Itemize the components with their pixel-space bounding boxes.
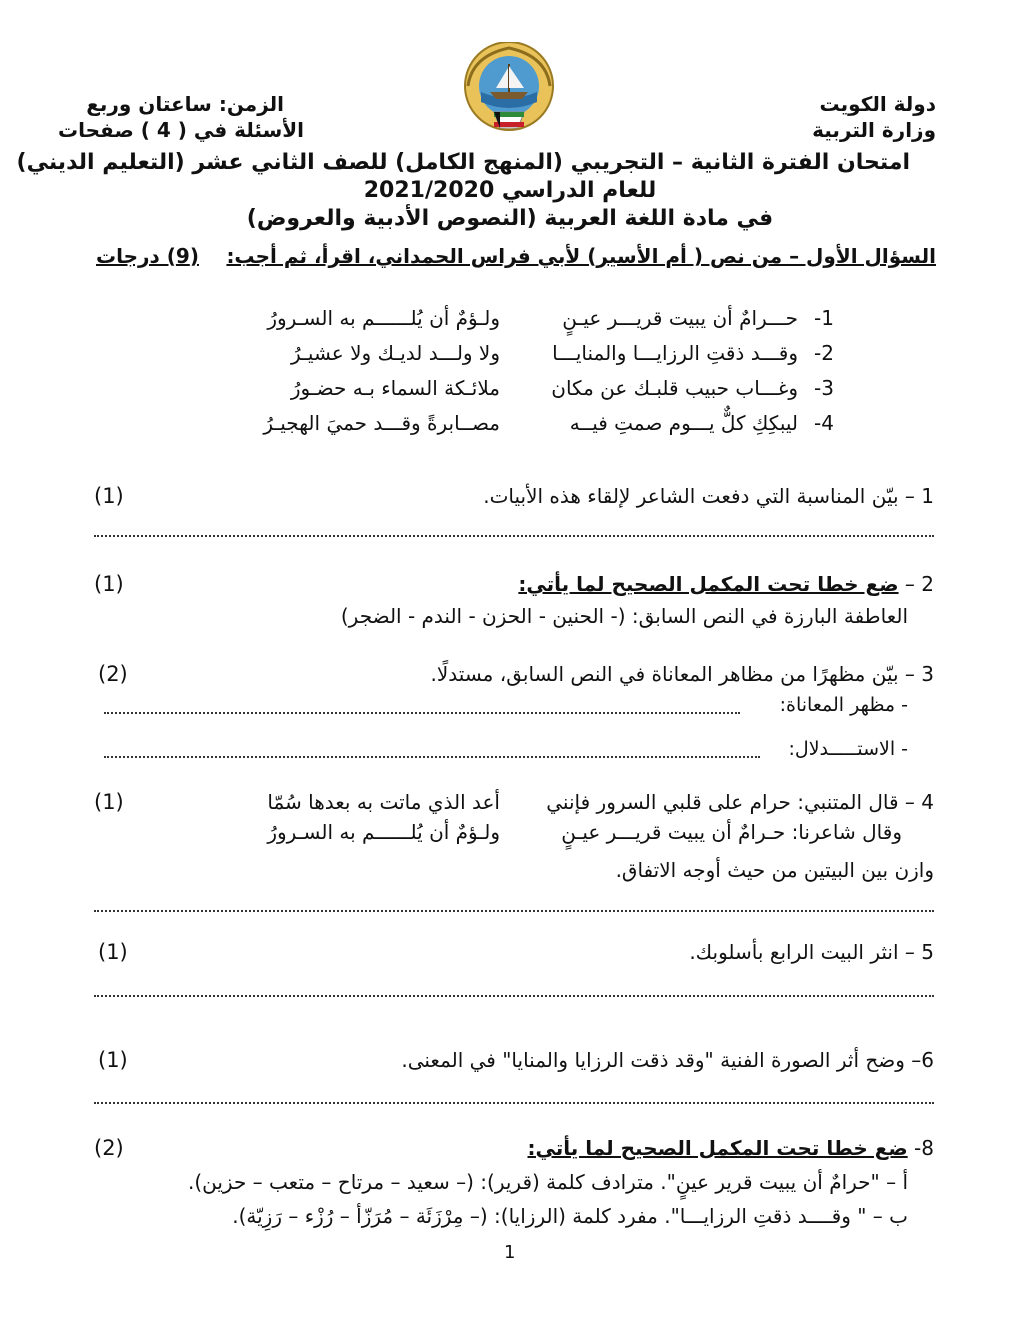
question-8-number: 8- — [914, 1136, 934, 1160]
question-5-text: 5 – انثر البيت الرابع بأسلوبك. — [689, 940, 934, 964]
academic-year: للعام الدراسي 2021/2020 — [363, 178, 657, 203]
verse-first-hemistich: حـــرامٌ أن يبيت قريـــر عيـنٍ — [562, 306, 798, 330]
question-2 — [518, 572, 934, 596]
question-4-line1-b: أعد الذي ماتت به بعدها سُمّا — [267, 790, 500, 814]
answer-line[interactable] — [94, 910, 934, 912]
verse-number: 2- — [814, 341, 834, 365]
question-6-text: 6– وضح أثر الصورة الفنية "وقد ذقت الرزايا والمنايا" في المعنى. — [401, 1048, 934, 1072]
answer-line[interactable] — [94, 995, 934, 997]
country-name: دولة الكويت — [819, 92, 936, 116]
question-8-instruction: ضع خطا تحت المكمل الصحيح لما يأتي: — [527, 1136, 908, 1160]
question-4-line1-a: 4 – قال المتنبي: حرام على قلبي السرور فإنني — [546, 790, 934, 814]
verse-second-hemistich: مصــابرةً وقـــد حميَ الهجيـرُ — [263, 411, 500, 435]
page-number: 1 — [504, 1242, 516, 1263]
subject-line: في مادة اللغة العربية (النصوص الأدبية والعروض) — [246, 206, 774, 231]
question-3-aspect-label: - مظهر المعاناة: — [779, 694, 908, 716]
question-2-mark: (1) — [94, 572, 124, 596]
ministry-name: وزارة التربية — [812, 118, 936, 142]
kuwait-emblem — [458, 42, 560, 134]
answer-line[interactable] — [94, 535, 934, 537]
question-4-task: وازن بين البيتين من حيث أوجه الاتفاق. — [615, 858, 934, 882]
question-2-instruction: ضع خطا تحت المكمل الصحيح لما يأتي: — [518, 572, 899, 596]
question-6-mark: (1) — [98, 1048, 128, 1072]
question-4-line2-b: ولـؤمٌ أن يُلــــــم به السـرورُ — [267, 820, 500, 844]
question-4-line2-a: وقال شاعرنا: حـرامٌ أن يبيت قريـــر عيـنٍ — [561, 820, 902, 844]
section-heading: السؤال الأول – من نص ( أم الأسير) لأبي فراس الحمداني، اقرأ، ثم أجب: — [226, 244, 936, 268]
question-4-mark: (1) — [94, 790, 124, 814]
exam-title: امتحان الفترة الثانية – التجريبي (المنهج الكامل) للصف الثاني عشر (التعليم الديني) — [16, 150, 910, 175]
page-count: الأسئلة في ( 4 ) صفحات — [58, 118, 304, 142]
answer-line[interactable] — [104, 712, 740, 714]
answer-line[interactable] — [104, 756, 760, 758]
verse-second-hemistich: ولا ولـــد لديـك ولا عشيـرُ — [291, 341, 500, 365]
verse-number: 3- — [814, 376, 834, 400]
verse-number: 4- — [814, 411, 834, 435]
answer-line[interactable] — [94, 1102, 934, 1104]
question-5-mark: (1) — [98, 940, 128, 964]
verse-first-hemistich: وقـــد ذقتِ الرزايـــا والمنايـــا — [552, 341, 798, 365]
question-1-text: 1 – بيّن المناسبة التي دفعت الشاعر لإلقاء هذه الأبيات. — [483, 484, 934, 508]
question-3-mark: (2) — [98, 662, 128, 686]
question-2-choices: العاطفة البارزة في النص السابق: (- الحنين - الحزن - الندم - الضجر) — [340, 604, 908, 628]
verse-first-hemistich: وغـــاب حبيب قلبـك عن مكان — [551, 376, 798, 400]
question-3-evidence-label: - الاستـــــدلال: — [788, 738, 908, 760]
question-8 — [528, 1136, 935, 1160]
verse-second-hemistich: ولـؤمٌ أن يُلــــــم به السـرورُ — [267, 306, 500, 330]
verse-number: 1- — [814, 306, 834, 330]
exam-duration: الزمن: ساعتان وربع — [86, 92, 284, 116]
question-1-mark: (1) — [94, 484, 124, 508]
question-2-number: 2 – — [904, 572, 934, 596]
question-8-item-b: ب – " وقــــد ذقتِ الرزايـــا". مفرد كلمة (الرزايا): (– مِرْزَئَة – مُرَزّأ – رُزْء – رَزِيّة). — [232, 1204, 908, 1228]
verse-second-hemistich: ملائـكة السماء بـه حضـورُ — [290, 376, 500, 400]
question-3-text: 3 – بيّن مظهرًا من مظاهر المعاناة في النص السابق، مستدلًا. — [430, 662, 934, 686]
section-grade: (9) درجات — [96, 244, 199, 268]
question-8-item-a: أ – "حرامٌ أن يبيت قرير عينٍ". مترادف كلمة (قرير): (– سعيد – مرتاح – متعب – حزين). — [187, 1170, 908, 1194]
question-8-mark: (2) — [94, 1136, 124, 1160]
verse-first-hemistich: ليبكِكِ كلٌّ يـــوم صمتِ فيــه — [569, 411, 798, 435]
